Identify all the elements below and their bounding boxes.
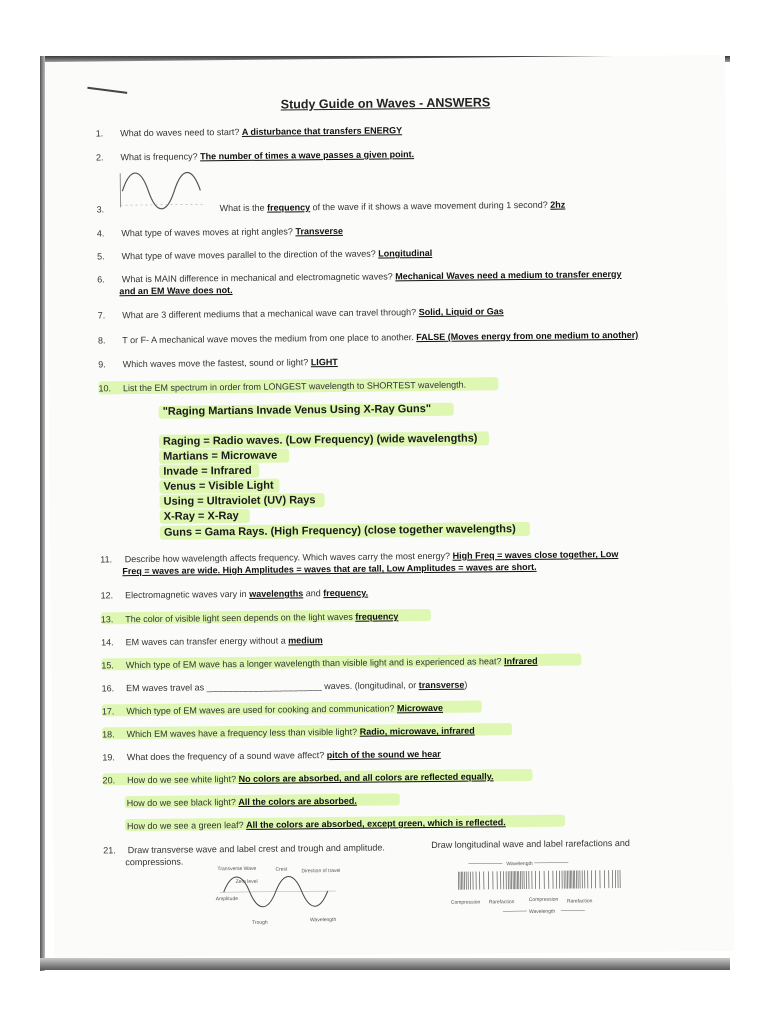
- long-wavelength-top: Wavelength: [506, 860, 533, 868]
- question-17: 17. Which type of EM waves are used for cooking and communication? Microwave: [101, 702, 444, 717]
- question-15: 15. Which type of EM wave has a longer wavelength than visible light and is experienced as heat? Infrared: [101, 655, 538, 671]
- mnemonic-line-xray: X-Ray = X-Ray: [163, 509, 239, 523]
- page-title: Study Guide on Waves - ANSWERS: [280, 95, 491, 112]
- mnemonic-line-visible: Venus = Visible Light: [163, 479, 274, 493]
- compression-label-2: Compression: [528, 896, 559, 903]
- question-8: 8. T or F- A mechanical wave moves the medium from one place to another. FALSE (Moves energy from one medium to another): [97, 329, 639, 346]
- answer-16: transverse: [418, 679, 465, 691]
- question-1: 1. What do waves need to start? A disturbance that transfers ENERGY: [95, 125, 403, 139]
- answer-8: FALSE (Moves energy from one medium to another): [416, 329, 639, 343]
- question-3: 3. What is the frequency of the wave if it shows a wave movement during 1 second? 2hz: [96, 199, 566, 215]
- answer-4: Transverse: [295, 225, 344, 237]
- answer-3: 2hz: [550, 199, 566, 210]
- mnemonic-line-uv: Using = Ultraviolet (UV) Rays: [163, 494, 316, 508]
- answer-20-green: All the colors are absorbed, except green, which is reflected.: [246, 817, 506, 830]
- answer-18: Radio, microwave, infrared: [359, 725, 475, 737]
- scan-edge-bottom: [40, 958, 730, 970]
- answer-2: The number of times a wave passes a given point.: [200, 149, 415, 162]
- scan-edge-left: [40, 56, 45, 971]
- question-18: 18. Which EM waves have a frequency less than visible light? Radio, microwave, infrared: [101, 725, 475, 740]
- zero-level-label: Zero level: [235, 878, 258, 886]
- rarefaction-label-2: Rarefaction: [566, 898, 593, 905]
- longitudinal-wave-figure: [448, 856, 629, 926]
- answer-19: pitch of the sound we hear: [326, 748, 441, 761]
- mnemonic-line-gamma: Guns = Gama Rays. (High Frequency) (close together wavelengths): [163, 523, 516, 539]
- answer-14: medium: [288, 635, 323, 646]
- transverse-wave-figure: [213, 863, 344, 930]
- question-11: 11. Describe how wavelength affects frequency. Which waves carry the most energy? High Freq = waves close together, Low: [100, 549, 619, 565]
- question-21-line2: compressions.: [125, 856, 184, 868]
- compression-bars: [459, 870, 621, 890]
- question-20: 20. How do we see white light? No colors are absorbed, and all colors are reflected equally.: [102, 771, 494, 786]
- answer-12: frequency.: [323, 587, 369, 599]
- answer-11: High Freq = waves close together, Low: [452, 549, 619, 561]
- answer-17: Microwave: [396, 702, 444, 714]
- question-20-green: How do we see a green leaf? All the colors are absorbed, except green, which is reflected.: [126, 817, 506, 832]
- mnemonic-line-infrared: Invade = Infrared: [163, 464, 252, 478]
- long-wavelength-bottom: Wavelength: [528, 908, 556, 915]
- question-21-longitudinal: Draw longitudinal wave and label rarefactions and: [431, 837, 630, 850]
- mnemonic-heading: "Raging Martians Invade Venus Using X-Ray Guns": [162, 402, 432, 418]
- answer-6: Mechanical Waves need a medium to transfer energy: [395, 268, 622, 282]
- question-2: 2. What is frequency? The number of times a wave passes a given point.: [95, 149, 415, 163]
- question-5: 5. What type of wave moves parallel to the direction of the waves? Longitudinal: [96, 247, 433, 262]
- question-4: 4. What type of waves moves at right angles? Transverse: [96, 225, 344, 239]
- trough-label: Trough: [251, 919, 268, 926]
- wavelength-label: Wavelength: [309, 916, 337, 924]
- answer-9: LIGHT: [310, 356, 338, 368]
- worksheet-page: [45, 55, 734, 958]
- transverse-title: Transverse Wave: [217, 865, 257, 873]
- question-19: 19. What does the frequency of a sound wave affect? pitch of the sound we hear: [102, 748, 441, 763]
- question-6: 6. What is MAIN difference in mechanical and electromagnetic waves? Mechanical Waves need a medium to transfer energy: [97, 268, 622, 285]
- answer-13: frequency: [355, 611, 399, 622]
- mnemonic-line-microwave: Martians = Microwave: [163, 449, 278, 463]
- answer-20: No colors are absorbed, and all colors are reflected equally.: [238, 771, 494, 785]
- crest-label: Crest: [275, 866, 288, 873]
- question-9: 9. Which waves move the fastest, sound or light? LIGHT: [98, 356, 338, 370]
- question-21: 21. Draw transverse wave and label crest and trough and amplitude.: [103, 842, 385, 856]
- question-20-black: How do we see black light? All the colors are absorbed.: [126, 795, 357, 809]
- amplitude-label: Amplitude: [215, 896, 239, 903]
- answer-1: A disturbance that transfers ENERGY: [241, 125, 403, 137]
- question-10: 10. List the EM spectrum in order from LONGEST wavelength to SHORTEST wavelength.: [98, 379, 467, 394]
- question-11-line2: Freq = waves are wide. High Amplitudes = waves that are tall, Low Amplitudes = waves are short.: [122, 561, 537, 577]
- direction-label: Direction of travel: [301, 867, 341, 875]
- answer-5: Longitudinal: [378, 247, 433, 259]
- question-13: 13. The color of visible light seen depends on the light waves frequency: [100, 611, 399, 625]
- question-14: 14. EM waves can transfer energy without a medium: [101, 635, 323, 648]
- question-16: 16. EM waves travel as _______________________ waves. (longitudinal, or transverse): [101, 679, 468, 694]
- mnemonic-line-radio: Raging = Radio waves. (Low Frequency) (wide wavelengths): [162, 432, 478, 448]
- question-7: 7. What are 3 different mediums that a mechanical wave can travel through? Solid, Liquid or Gas: [97, 306, 504, 321]
- answer-20-black: All the colors are absorbed.: [238, 795, 357, 808]
- question-6-line2: and an EM Wave does not.: [119, 285, 233, 297]
- answer-15: Infrared: [504, 655, 538, 667]
- rarefaction-label-1: Rarefaction: [488, 899, 515, 906]
- question-12: 12. Electromagnetic waves vary in wavelengths and frequency.: [100, 587, 369, 601]
- compression-label-1: Compression: [450, 899, 481, 906]
- pen-mark: [87, 87, 127, 94]
- answer-7: Solid, Liquid or Gas: [418, 306, 504, 318]
